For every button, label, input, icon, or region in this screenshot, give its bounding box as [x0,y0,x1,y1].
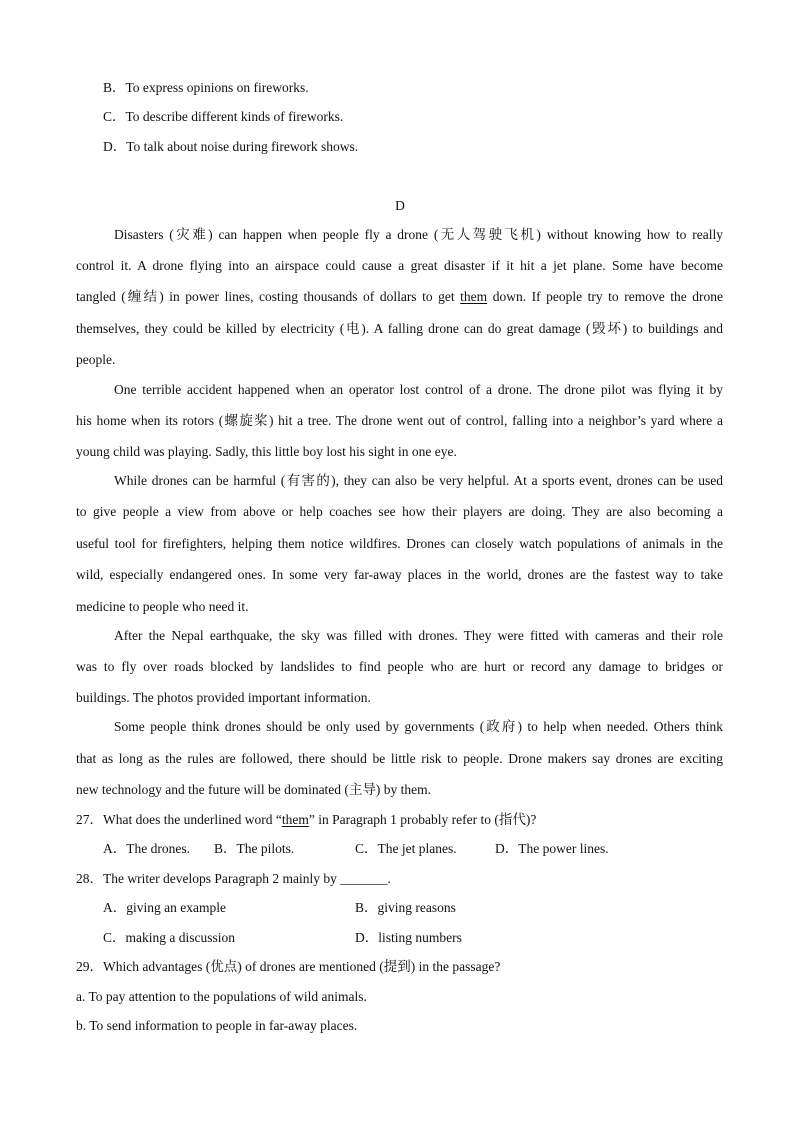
p3-line-2: to give people a view from above or help coaches see how their players are doing. They are also becoming a [76,504,723,519]
p4-line-1: After the Nepal earthquake, the sky was filled with drones. They were fitted with cameras and their role [114,628,723,643]
question-29: 29．Which advantages (优点) of drones are mentioned (提到) in the passage? [76,959,501,974]
q27-option-a: A．The drones. [103,841,190,856]
p5-line-3: new technology and the future will be dominated (主导) by them. [76,782,432,797]
p1-line-3-a: tangled (缠结) in power lines, costing thousands of dollars to get [76,289,461,304]
p3-line-1: While drones can be harmful (有害的), they can also be very helpful. At a sports event, drones can be used [114,473,723,488]
q27-option-d: D．The power lines. [495,841,609,856]
q27-option-b: B．The pilots. [214,841,295,856]
p1-line-2: control it. A drone flying into an airspace could cause a great disaster if it hit a jet plane. Some have become [76,258,723,273]
p4-line-3: buildings. The photos provided important information. [76,690,371,705]
p3-line-3: useful tool for firefighters, helping them notice wildfires. Drones can closely watch populations of animals in the [76,536,723,551]
p2-line-3: young child was playing. Sadly, this little boy lost his sight in one eye. [76,444,457,459]
p5-line-2: that as long as the rules are followed, there should be little risk to people. Drone makers say drones are exciting [76,751,723,766]
q27-option-c: C．The jet planes. [355,841,457,856]
q28-option-a: A．giving an example [103,900,226,915]
q27-underlined-them: them [281,812,309,827]
q28-option-b: B．giving reasons [355,900,456,915]
p4-line-2: was to fly over roads blocked by landslides to find people who are hurt or record any damage to bridges or [76,659,723,674]
section-label: D [395,198,405,213]
question-27 [76,811,536,829]
p1-line-4: themselves, they could be killed by electricity (电). A falling drone can do great damage (毁坏) to buildings and [76,321,723,336]
q27-stem-b: ” in Paragraph 1 probably refer to (指代)? [308,812,537,827]
q28-option-c: C．making a discussion [103,930,235,945]
q28-option-d: D．listing numbers [355,930,462,945]
p5-line-1: Some people think drones should be only used by governments (政府) to help when needed. Others think [114,719,723,734]
p2-line-1: One terrible accident happened when an operator lost control of a drone. The drone pilot was flying it by [114,382,723,397]
p1-line-3-b: down. If people try to remove the drone [487,289,723,304]
question-28: 28．The writer develops Paragraph 2 mainly by _______. [76,871,391,886]
underlined-word-them: them [460,289,488,304]
p3-line-4: wild, especially endangered ones. In some very far-away places in the world, drones are the fastest way to take [76,567,723,582]
q29-item-a: a. To pay attention to the populations of wild animals. [76,989,367,1004]
p1-line-5: people. [76,352,116,367]
q29-item-b: b. To send information to people in far-away places. [76,1018,358,1033]
p1-line-1: Disasters (灾难) can happen when people fly a drone (无人驾驶飞机) without knowing how to really [114,227,723,242]
p3-line-5: medicine to people who need it. [76,599,249,614]
q27-stem-a: 27．What does the underlined word “ [76,812,282,827]
option-d-prev: D．To talk about noise during firework shows. [103,139,359,154]
option-b-prev: B．To express opinions on fireworks. [103,80,309,95]
p1-line-3 [76,288,723,306]
p2-line-2: his home when its rotors (螺旋桨) hit a tree. The drone went out of control, falling into a neighbor’s yard where a [76,413,723,428]
option-c-prev: C．To describe different kinds of fireworks. [103,109,344,124]
